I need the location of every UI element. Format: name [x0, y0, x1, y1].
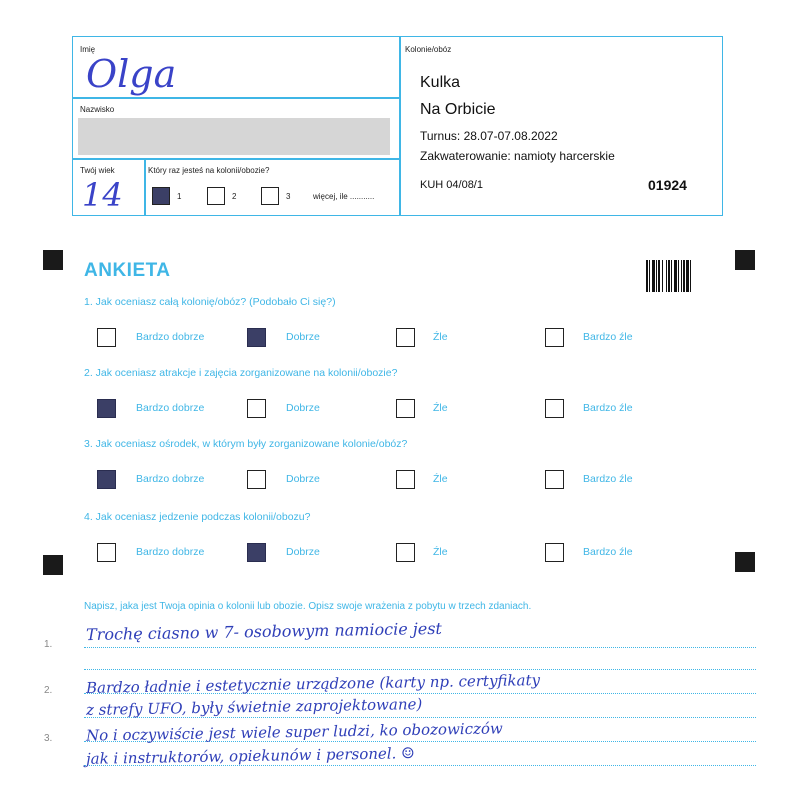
- registration-marker-bottom-left: [43, 555, 63, 575]
- registration-marker-top-left: [43, 250, 63, 270]
- question-1-option-2-checkbox[interactable]: [247, 328, 266, 347]
- question-1-option-4-checkbox[interactable]: [545, 328, 564, 347]
- question-3-option-3-checkbox[interactable]: [396, 470, 415, 489]
- first-name-label: Imię: [80, 45, 96, 54]
- question-3-option-1-label: Bardzo dobrze: [136, 473, 205, 485]
- camp-label: Kolonie/obóz: [405, 45, 452, 54]
- question-4-option-1-label: Bardzo dobrze: [136, 546, 205, 558]
- question-1-option-2-label: Dobrze: [286, 331, 320, 343]
- age-value[interactable]: 14: [82, 176, 123, 214]
- opinion-line-number-2: 2.: [44, 685, 53, 696]
- question-4-option-3-checkbox[interactable]: [396, 543, 415, 562]
- barcode-bar: [691, 260, 693, 292]
- question-2-option-4-label: Bardzo źle: [583, 402, 633, 414]
- opinion-line-number-3: 3.: [44, 733, 53, 744]
- form-divider-name: [72, 97, 399, 99]
- question-3-option-4-label: Bardzo źle: [583, 473, 633, 485]
- registration-marker-bottom-right: [735, 552, 755, 572]
- times-option-3-checkbox[interactable]: [261, 187, 279, 205]
- question-4-text: 4. Jak oceniasz jedzenie podczas kolonii/obozu?: [84, 511, 311, 523]
- question-2-option-2-label: Dobrze: [286, 402, 320, 414]
- question-2-option-1-checkbox[interactable]: [97, 399, 116, 418]
- question-2-option-4-checkbox[interactable]: [545, 399, 564, 418]
- opinion-prompt: Napisz, jaka jest Twoja opinia o kolonii lub obozie. Opisz swoje wrażenia z pobytu w trzech zdaniach.: [84, 601, 532, 612]
- question-4-option-3-label: Źle: [433, 546, 448, 558]
- times-option-1-checkbox[interactable]: [152, 187, 170, 205]
- question-4-option-4-checkbox[interactable]: [545, 543, 564, 562]
- opinion-sentence-1[interactable]: Trochę ciasno w 7- osobowym namiocie jest: [85, 618, 443, 645]
- question-2-option-3-checkbox[interactable]: [396, 399, 415, 418]
- times-label: Który raz jesteś na kolonii/obozie?: [148, 166, 270, 175]
- times-option-3-label: 3: [286, 192, 291, 201]
- question-3-text: 3. Jak oceniasz ośrodek, w którym były zorganizowane kolonie/obóz?: [84, 438, 408, 450]
- opinion-sentence-3-continued[interactable]: jak i instruktorów, opiekunów i personel. ☺: [85, 744, 415, 768]
- question-4-option-1-checkbox[interactable]: [97, 543, 116, 562]
- question-2-option-2-checkbox[interactable]: [247, 399, 266, 418]
- question-4-option-4-label: Bardzo źle: [583, 546, 633, 558]
- question-1-option-4-label: Bardzo źle: [583, 331, 633, 343]
- document-number: 01924: [648, 177, 687, 193]
- accommodation: Zakwaterowanie: namioty harcerskie: [420, 149, 615, 163]
- opinion-sentence-3[interactable]: No i oczywiście jest wiele super ludzi, ko obozowiczów: [85, 719, 503, 745]
- last-name-label: Nazwisko: [80, 105, 115, 114]
- form-divider-vertical: [399, 36, 401, 216]
- age-label: Twój wiek: [80, 166, 115, 175]
- question-3-option-1-checkbox[interactable]: [97, 470, 116, 489]
- registration-marker-top-right: [735, 250, 755, 270]
- writing-line: [84, 647, 756, 648]
- question-2-option-1-label: Bardzo dobrze: [136, 402, 205, 414]
- camp-name-line1: Kulka: [420, 74, 461, 91]
- writing-line: [84, 669, 756, 670]
- question-1-option-1-label: Bardzo dobrze: [136, 331, 205, 343]
- question-4-option-2-checkbox[interactable]: [247, 543, 266, 562]
- turnus-dates: Turnus: 28.07-07.08.2022: [420, 129, 558, 143]
- form-divider-age: [144, 158, 146, 216]
- question-4-option-2-label: Dobrze: [286, 546, 320, 558]
- opinion-sentence-2[interactable]: Bardzo ładnie i estetycznie urządzone (karty np. certyfikaty: [85, 671, 541, 697]
- times-more-field[interactable]: więcej, ile ...........: [313, 192, 375, 201]
- question-3-option-2-checkbox[interactable]: [247, 470, 266, 489]
- opinion-line-number-1: 1.: [44, 639, 53, 650]
- question-1-option-3-checkbox[interactable]: [396, 328, 415, 347]
- times-option-1-label: 1: [177, 192, 182, 201]
- question-3-option-4-checkbox[interactable]: [545, 470, 564, 489]
- form-divider-lastname: [72, 158, 399, 160]
- times-option-2-label: 2: [232, 192, 237, 201]
- times-option-2-checkbox[interactable]: [207, 187, 225, 205]
- camp-code: KUH 04/08/1: [420, 179, 483, 191]
- survey-title: ANKIETA: [84, 260, 171, 281]
- last-name-redaction: [78, 118, 390, 155]
- question-1-option-3-label: Źle: [433, 331, 448, 343]
- question-2-option-3-label: Źle: [433, 402, 448, 414]
- opinion-sentence-2-continued[interactable]: z strefy UFO, były świetnie zaprojektowane): [85, 695, 423, 719]
- question-1-option-1-checkbox[interactable]: [97, 328, 116, 347]
- question-3-option-3-label: Źle: [433, 473, 448, 485]
- barcode: [646, 260, 702, 292]
- first-name-value[interactable]: Olga: [86, 52, 177, 96]
- camp-name-line2: Na Orbicie: [420, 101, 496, 118]
- question-1-text: 1. Jak oceniasz całą kolonię/obóz? (Podobało Ci się?): [84, 296, 336, 308]
- question-3-option-2-label: Dobrze: [286, 473, 320, 485]
- question-2-text: 2. Jak oceniasz atrakcje i zajęcia zorganizowane na kolonii/obozie?: [84, 367, 398, 379]
